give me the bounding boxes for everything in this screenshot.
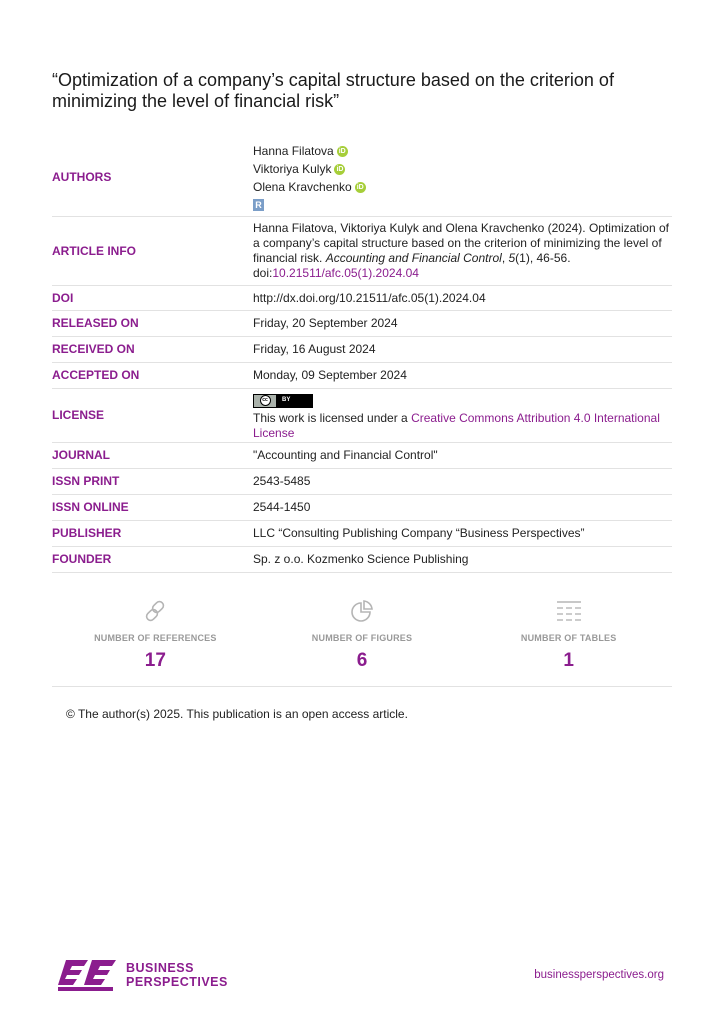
- journal-row: [52, 443, 672, 469]
- citation-doi-prefix: doi:: [253, 266, 273, 280]
- received-label: RECEIVED ON: [52, 342, 135, 356]
- license-text: This work is licensed under a: [253, 410, 412, 425]
- issn-online-value: 2544-1450: [253, 500, 311, 514]
- article-title: “Optimization of a company’s capital structure based on the criterion of minimizing the level of financial risk”: [52, 70, 614, 111]
- tables-label: NUMBER OF TABLES: [520, 633, 617, 643]
- license-label: LICENSE: [52, 408, 105, 422]
- license-row: [52, 389, 672, 443]
- article-info-citation: [253, 216, 672, 286]
- stat-references: [52, 592, 259, 686]
- author-name[interactable]: Olena Kravchenko: [253, 180, 352, 194]
- article-stats: [52, 592, 672, 687]
- copyright-notice: © The author(s) 2025. This publication is an open access article.: [66, 707, 408, 721]
- issn-print-row: [52, 469, 672, 495]
- released-value: Friday, 20 September 2024: [253, 316, 398, 330]
- authors-row: [52, 138, 672, 217]
- link-icon: [142, 598, 168, 624]
- citation-volume: 5: [508, 251, 516, 265]
- received-value: Friday, 16 August 2024: [253, 342, 376, 356]
- author-item[interactable]: [253, 161, 672, 179]
- stat-tables: [465, 592, 672, 686]
- issn-print-value: 2543-5485: [253, 474, 311, 488]
- article-info-row: [52, 217, 672, 286]
- logo-line-perspectives: PERSPECTIVES: [126, 975, 228, 989]
- issn-online-label: ISSN ONLINE: [52, 500, 129, 514]
- orcid-icon[interactable]: iD: [356, 184, 364, 191]
- orcid-icon[interactable]: iD: [338, 148, 346, 155]
- issn-print-label: ISSN PRINT: [52, 474, 120, 488]
- cc-badge-text: cc: [260, 395, 271, 406]
- publisher-value: LLC “Consulting Publishing Company “Business Perspectives”: [253, 526, 585, 540]
- doi-value[interactable]: http://dx.doi.org/10.21511/afc.05(1).2024.04: [253, 290, 486, 305]
- issn-online-row: [52, 495, 672, 521]
- references-count: 17: [144, 650, 166, 671]
- stat-figures: [259, 592, 466, 686]
- orcid-icon[interactable]: iD: [336, 166, 344, 173]
- bp-logo-icon: [58, 958, 120, 992]
- business-perspectives-logo[interactable]: [58, 958, 228, 992]
- by-badge-text: BY: [282, 397, 291, 404]
- authors-list: [253, 138, 672, 217]
- journal-label: JOURNAL: [52, 448, 111, 462]
- accepted-label: ACCEPTED ON: [52, 368, 140, 382]
- author-item[interactable]: [253, 143, 672, 161]
- figures-count: 6: [356, 650, 368, 671]
- founder-row: [52, 547, 672, 573]
- founder-value: Sp. z o.o. Kozmenko Science Publishing: [253, 552, 469, 566]
- logo-line-business: BUSINESS: [126, 961, 194, 975]
- figures-label: NUMBER OF FIGURES: [311, 633, 413, 643]
- researcher-id-icon[interactable]: R: [253, 199, 264, 211]
- tables-count: 1: [563, 650, 574, 671]
- citation-journal: Accounting and Financial Control: [325, 251, 502, 265]
- citation-text: Hanna Filatova, Viktoriya Kulyk and Olena Kravchenko (2024). Optimization of a company’s capital structure based on the criterion of minimizing the level of financial risk.: [253, 221, 669, 265]
- citation-doi-link[interactable]: 10.21511/afc.05(1).2024.04: [272, 266, 419, 280]
- cc-by-badge-icon[interactable]: [253, 394, 313, 408]
- released-row: [52, 311, 672, 337]
- article-metadata-table: [52, 138, 672, 573]
- website-link[interactable]: businessperspectives.org: [534, 969, 664, 981]
- doi-label: DOI: [52, 290, 74, 305]
- publisher-label: PUBLISHER: [52, 526, 122, 540]
- authors-label: AUTHORS: [52, 169, 112, 184]
- article-info-label: ARTICLE INFO: [52, 243, 136, 258]
- license-value: [253, 385, 672, 446]
- author-name[interactable]: Viktoriya Kulyk: [253, 162, 332, 176]
- received-row: [52, 337, 672, 363]
- references-label: NUMBER OF REFERENCES: [94, 633, 217, 643]
- table-icon: [556, 598, 582, 624]
- citation-pages: (1), 46-56.: [515, 251, 571, 265]
- license-link[interactable]: Creative Commons Attribution 4.0 International License: [253, 410, 660, 440]
- founder-label: FOUNDER: [52, 552, 112, 566]
- pie-chart-icon: [349, 598, 375, 624]
- released-label: RELEASED ON: [52, 316, 139, 330]
- accepted-value: Monday, 09 September 2024: [253, 368, 407, 382]
- publisher-row: [52, 521, 672, 547]
- citation-comma: ,: [501, 251, 509, 265]
- journal-value: "Accounting and Financial Control": [253, 448, 438, 462]
- doi-row: [52, 286, 672, 311]
- author-item[interactable]: [253, 179, 672, 197]
- author-name[interactable]: Hanna Filatova: [253, 144, 334, 158]
